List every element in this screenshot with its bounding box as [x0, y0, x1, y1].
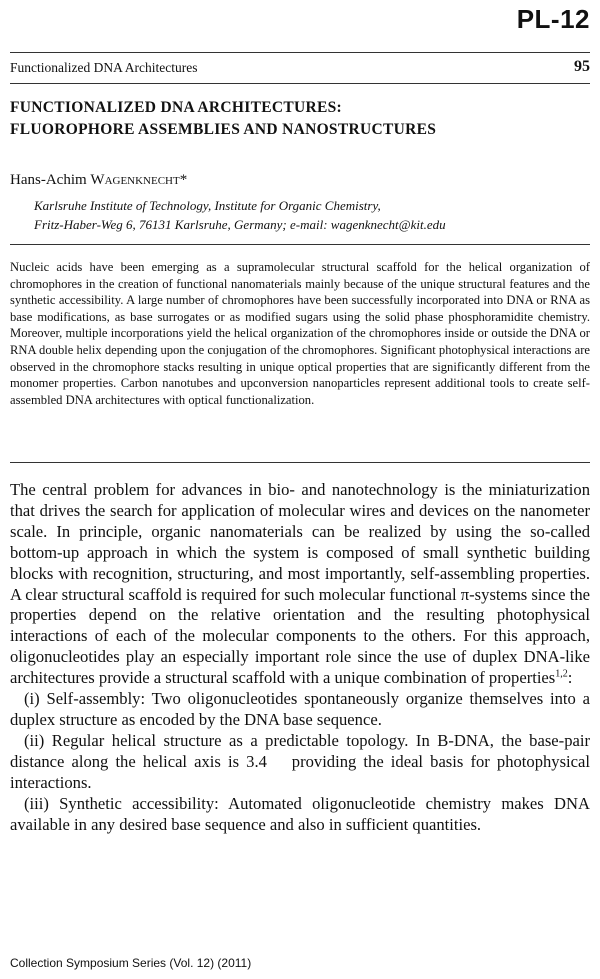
author-corresponding-mark: *: [179, 172, 188, 188]
citation-ref: 1,2: [555, 668, 568, 680]
article-title: [10, 97, 590, 141]
point-self-assembly: (i) Self-assembly: Two oligonucleotides spontaneously organize themselves into a duplex structure as encoded by the DNA base sequence.: [10, 689, 590, 729]
intro-paragraph: [10, 480, 590, 689]
author: [10, 172, 187, 189]
affiliation-line-2: Fritz-Haber-Weg 6, 76131 Karlsruhe, Germany; e-mail: wagenknecht@kit.edu: [34, 217, 446, 232]
author-family-name: Wagenknecht: [90, 172, 180, 188]
divider-bottom: [10, 462, 590, 463]
body-text: [10, 480, 590, 835]
abstract: Nucleic acids have been emerging as a supramolecular structural scaffold for the helical organization of chromophores in the creation of functional nanomaterials mainly because of the unique structural features and the synthetic accessibility. A large number of chromophores have been successfully incorporated into DNA or RNA as base modifications, as base surrogates or as modified sugars using the solid phase phosphoramidite chemistry. Moreover, multiple incorporations yield the helical organization of the chromophores inside or outside the DNA or RNA double helix depending upon the conjugation of the chromophores. Significant photophysical interactions are observed in the chromophore stacks resulting in unique optical properties that are significantly different from the monomer properties. Carbon nanotubes and upconversion nanoparticles represent additional tools to create self-assembled DNA architectures with optical functionalization.: [10, 260, 590, 407]
point-helical-structure: (ii) Regular helical structure as a predictable topology. In B-DNA, the base-pair distance along the helical axis is 3.4 providing the ideal basis for photophysical interactions.: [10, 730, 590, 792]
running-head-title: Functionalized DNA Architectures: [10, 60, 198, 75]
page-label: PL-12: [516, 4, 590, 34]
affiliation: [34, 196, 594, 234]
page-number: 95: [574, 58, 590, 75]
affiliation-line-1: Karlsruhe Institute of Technology, Institute for Organic Chemistry,: [34, 198, 381, 213]
divider-top: [10, 244, 590, 245]
footer: Collection Symposium Series (Vol. 12) (2011): [10, 956, 252, 970]
intro-end: :: [567, 668, 573, 688]
author-given-name: Hans-Achim: [10, 172, 91, 188]
title-line-1: FUNCTIONALIZED DNA ARCHITECTURES:: [10, 99, 343, 116]
point-synthetic-accessibility: (iii) Synthetic accessibility: Automated oligonucleotide chemistry makes DNA available in any desired base sequence and also in sufficient quantities.: [10, 793, 590, 834]
title-line-2: FLUOROPHORE ASSEMBLIES AND NANOSTRUCTURES: [10, 121, 437, 138]
intro-text: The central problem for advances in bio- and nanotechnology is the miniaturization that drives the search for application of molecular wires and devices on the nanometer scale. In principle, organic nanomaterials can be realized by using the so-called bottom-up approach in which the system is composed of small synthetic building blocks with recognition, structuring, and most importantly, self-assembling properties. A clear structural scaffold is required for such molecular functional π-systems since the properties depend on the relative orientation and the resulting photophysical interactions of each of the molecular components to the others. For this approach, oligonucleotides play an especially important role since the use of duplex DNA-like architectures provide a structural scaffold with a unique combination of properties: [10, 480, 590, 688]
running-header: [10, 52, 590, 84]
